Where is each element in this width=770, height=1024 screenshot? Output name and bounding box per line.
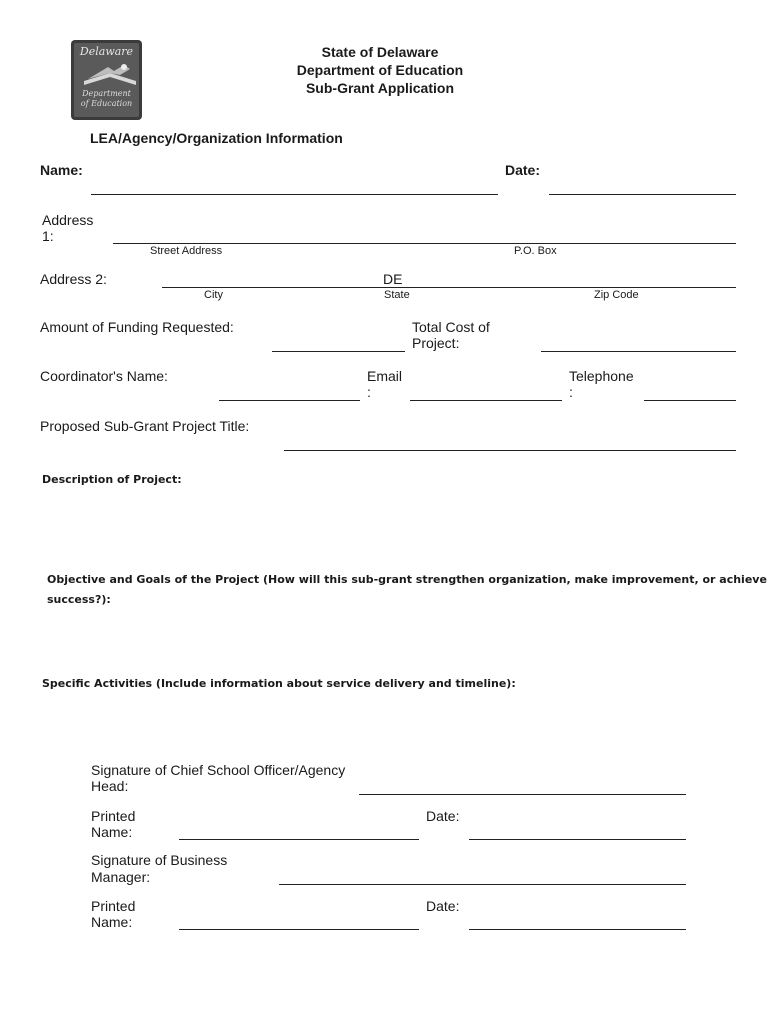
delaware-doe-logo — [71, 40, 142, 120]
open-book-icon — [80, 59, 140, 89]
coordinator-name-input-line[interactable] — [219, 400, 360, 401]
total-cost-input-line[interactable] — [541, 351, 736, 352]
objectives-text-area[interactable] — [47, 614, 736, 670]
logo-subtitle-line2: of Education — [80, 99, 133, 108]
street-address-caption: Street Address — [150, 245, 223, 257]
printed-name2-label-line1: Printed — [91, 898, 136, 914]
objectives-heading-line1: Objective and Goals of the Project (How will this sub-grant strengthen organization, make improvement, or achieve — [47, 573, 767, 586]
logo-subtitle — [74, 89, 139, 109]
document-header — [230, 43, 530, 97]
logo-title: Delaware — [79, 45, 134, 58]
telephone-input-line[interactable] — [644, 400, 736, 401]
date-input-line[interactable] — [549, 194, 736, 195]
state-caption: State — [384, 289, 410, 301]
funding-requested-input-line[interactable] — [272, 351, 405, 352]
name-input-line[interactable] — [91, 194, 498, 195]
address1-label-line2: 1: — [42, 228, 54, 244]
printed-name1-label-line1: Printed — [91, 808, 136, 824]
header-line2: Department of Education — [296, 62, 464, 78]
objectives-heading-line2: success?): — [47, 593, 111, 606]
logo-subtitle-line1: Department — [82, 89, 131, 98]
printed-name2-label-line2: Name: — [91, 914, 133, 930]
description-text-area[interactable] — [42, 492, 736, 558]
description-heading: Description of Project: — [42, 473, 182, 486]
funding-requested-label: Amount of Funding Requested: — [40, 319, 234, 335]
address1-label-line1: Address — [42, 212, 94, 228]
address2-label: Address 2: — [40, 271, 107, 287]
email-input-line[interactable] — [410, 400, 562, 401]
business-signature-line[interactable] — [279, 884, 686, 885]
total-cost-label-line2: Project: — [412, 335, 460, 351]
address1-input-line[interactable] — [113, 243, 736, 244]
coordinator-name-label: Coordinator's Name: — [40, 368, 168, 384]
date2-label: Date: — [426, 898, 460, 914]
chief-signature-line[interactable] — [359, 794, 686, 795]
email-label-line2: : — [367, 384, 371, 400]
project-title-input-line[interactable] — [284, 450, 736, 451]
zip-code-caption: Zip Code — [594, 289, 639, 301]
section-title: LEA/Agency/Organization Information — [90, 130, 343, 146]
chief-signature-label-line1: Signature of Chief School Officer/Agency — [91, 762, 346, 778]
telephone-label-line1: Telephone — [569, 368, 634, 384]
state-value[interactable]: DE — [383, 271, 403, 287]
printed-name1-label-line2: Name: — [91, 824, 133, 840]
logo-panel — [74, 43, 139, 117]
total-cost-label-line1: Total Cost of — [412, 319, 490, 335]
city-caption: City — [204, 289, 223, 301]
date1-label: Date: — [426, 808, 460, 824]
po-box-caption: P.O. Box — [514, 245, 557, 257]
activities-heading: Specific Activities (Include information about service delivery and timeline): — [42, 677, 516, 690]
chief-signature-label-line2: Head: — [91, 778, 129, 794]
printed-name1-input-line[interactable] — [179, 839, 419, 840]
email-label-line1: Email — [367, 368, 403, 384]
activities-text-area[interactable] — [42, 696, 736, 756]
date-label: Date: — [505, 162, 541, 178]
header-line3: Sub-Grant Application — [305, 80, 455, 96]
date1-input-line[interactable] — [469, 839, 686, 840]
project-title-label: Proposed Sub-Grant Project Title: — [40, 418, 250, 434]
business-signature-label-line1: Signature of Business — [91, 852, 228, 868]
name-label: Name: — [40, 162, 83, 178]
printed-name2-input-line[interactable] — [179, 929, 419, 930]
business-signature-label-line2: Manager: — [91, 869, 151, 885]
header-line1: State of Delaware — [321, 44, 439, 60]
address2-input-line[interactable] — [162, 287, 736, 288]
date2-input-line[interactable] — [469, 929, 686, 930]
telephone-label-line2: : — [569, 384, 573, 400]
